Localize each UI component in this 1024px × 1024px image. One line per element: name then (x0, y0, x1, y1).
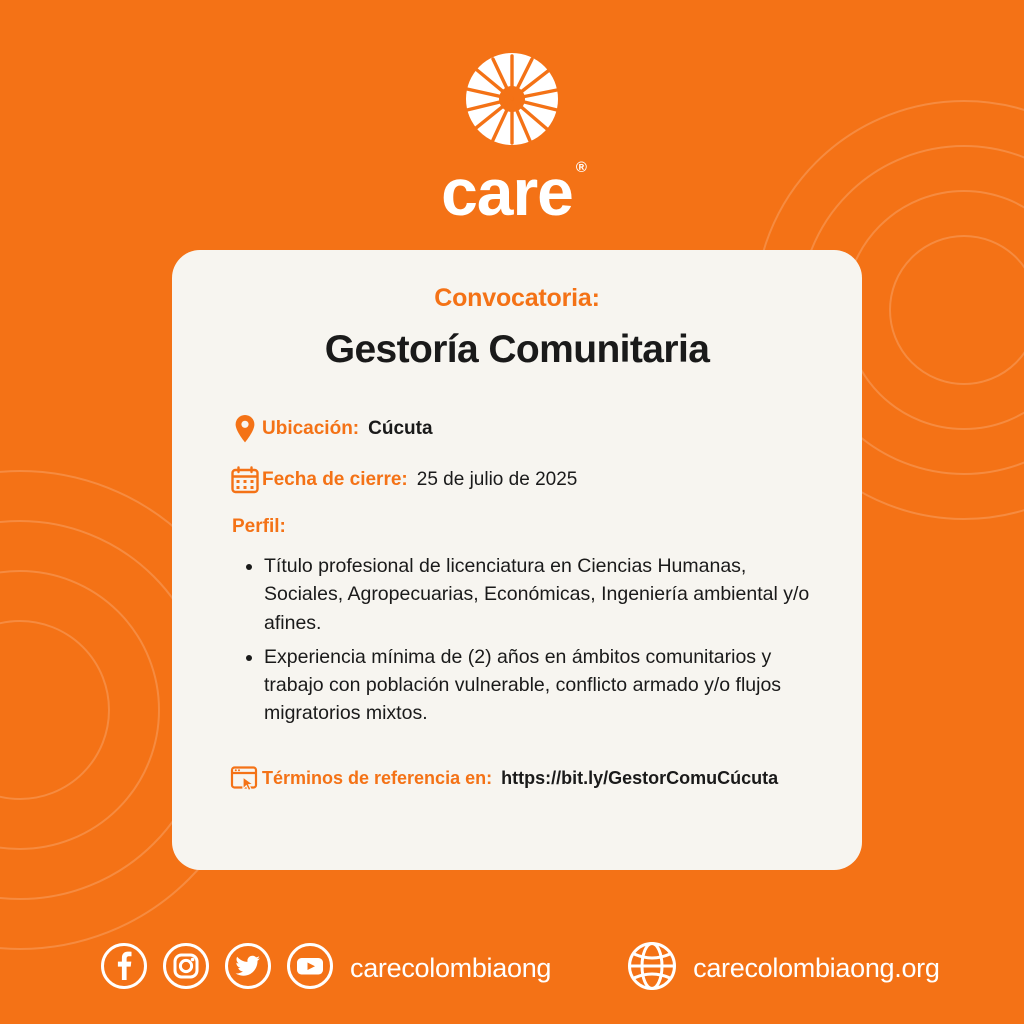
youtube-icon[interactable] (286, 942, 334, 995)
social-handle: carecolombiaong (350, 953, 552, 983)
meta-label-location: Ubicación: (262, 418, 360, 439)
card-kicker: Convocatoria: (434, 284, 600, 312)
page-title: Gestoría Comunitaria (324, 328, 710, 371)
brand-wordmark (441, 155, 586, 229)
globe-icon (627, 941, 677, 996)
profile-section-label: Perfil: (232, 516, 286, 537)
meta-label-deadline: Fecha de cierre: (262, 469, 408, 490)
facebook-icon[interactable] (100, 942, 148, 995)
brand-name: care (441, 155, 573, 229)
browser-cursor-icon (228, 764, 262, 794)
meta-row-location (228, 414, 818, 444)
registered-mark: ® (575, 159, 586, 176)
social-icon-group (100, 942, 334, 995)
job-posting-card (172, 250, 862, 870)
meta-value-location: Cúcuta (368, 418, 433, 439)
care-starburst-logo (447, 42, 577, 157)
twitter-icon[interactable] (224, 942, 272, 995)
terms-of-reference-link[interactable]: https://bit.ly/GestorComuCúcuta (501, 768, 779, 789)
footer (0, 941, 1024, 996)
website-url: carecolombiaong.org (693, 953, 940, 983)
meta-list (216, 414, 818, 494)
calendar-icon (228, 466, 262, 494)
meta-value-deadline: 25 de julio de 2025 (416, 469, 578, 490)
brand-logo (0, 42, 1024, 229)
list-item: • Título profesional de licenciatura en Ciencias Humanas, Sociales, Agropecuarias, Económicas, Ingeniería ambiental y/o afines. (264, 552, 818, 637)
meta-row-deadline (228, 466, 818, 494)
profile-requirements-list (216, 552, 818, 728)
terms-of-reference-label: Términos de referencia en: (262, 768, 493, 789)
website-group[interactable] (627, 941, 939, 996)
list-item: • Experiencia mínima de (2) años en ámbitos comunitarios y trabajo con población vulnerable, conflicto armado y/o flujos migratorios mixtos. (264, 643, 818, 728)
location-pin-icon (228, 414, 262, 444)
instagram-icon[interactable] (162, 942, 210, 995)
terms-of-reference-row (216, 764, 818, 794)
